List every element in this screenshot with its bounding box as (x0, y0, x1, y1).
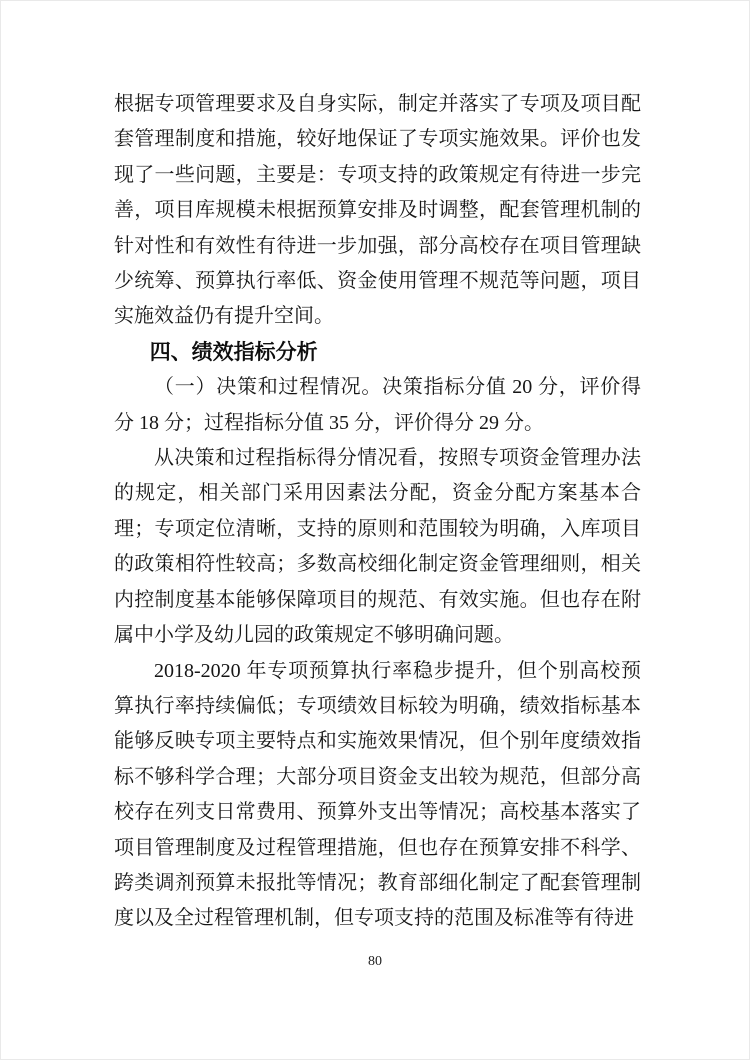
paragraph-continuation: 根据专项管理要求及自身实际，制定并落实了专项及项目配套管理制度和措施，较好地保证了专项实施效果。评价也发现了一些问题，主要是：专项支持的政策规定有待进一步完善，项目库规模未根据预算安排及时调整，配套管理机制的针对性和有效性有待进一步加强，部分高校存在项目管理缺少统筹、预算执行率低、资金使用管理不规范等问题，项目实施效益仍有提升空间。 (114, 93, 641, 328)
section-heading-performance-indicator-analysis: 四、绩效指标分析 (149, 340, 318, 364)
page-number: 80 (368, 954, 382, 969)
paragraph-decision-process-scores: （一）决策和过程情况。决策指标分值 20 分，评价得分 18 分；过程指标分值 35 分，评价得分 29 分。 (114, 376, 641, 434)
document-body (114, 87, 641, 937)
paragraph-decision-process-analysis: 从决策和过程指标得分情况看，按照专项资金管理办法的规定，相关部门采用因素法分配，资金分配方案基本合理；专项定位清晰，支持的原则和范围较为明确，入库项目的政策相符性较高；多数高校细化制定资金管理细则，相关内控制度基本能够保障项目的规范、有效实施。但也存在附属中小学及幼儿园的政策规定不够明确问题。 (114, 447, 641, 647)
paragraph-budget-execution-analysis: 2018-2020 年专项预算执行率稳步提升，但个别高校预算执行率持续偏低；专项绩效目标较为明确，绩效指标基本能够反映专项主要特点和实施效果情况，但个别年度绩效指标不够科学合理；大部分项目资金支出较为规范，但部分高校存在列支日常费用、预算外支出等情况；高校基本落实了项目管理制度及过程管理措施，但也存在预算安排不科学、跨类调剂预算未报批等情况；教育部细化制定了配套管理制度以及全过程管理机制，但专项支持的范围及标准等有待进 (114, 659, 641, 930)
